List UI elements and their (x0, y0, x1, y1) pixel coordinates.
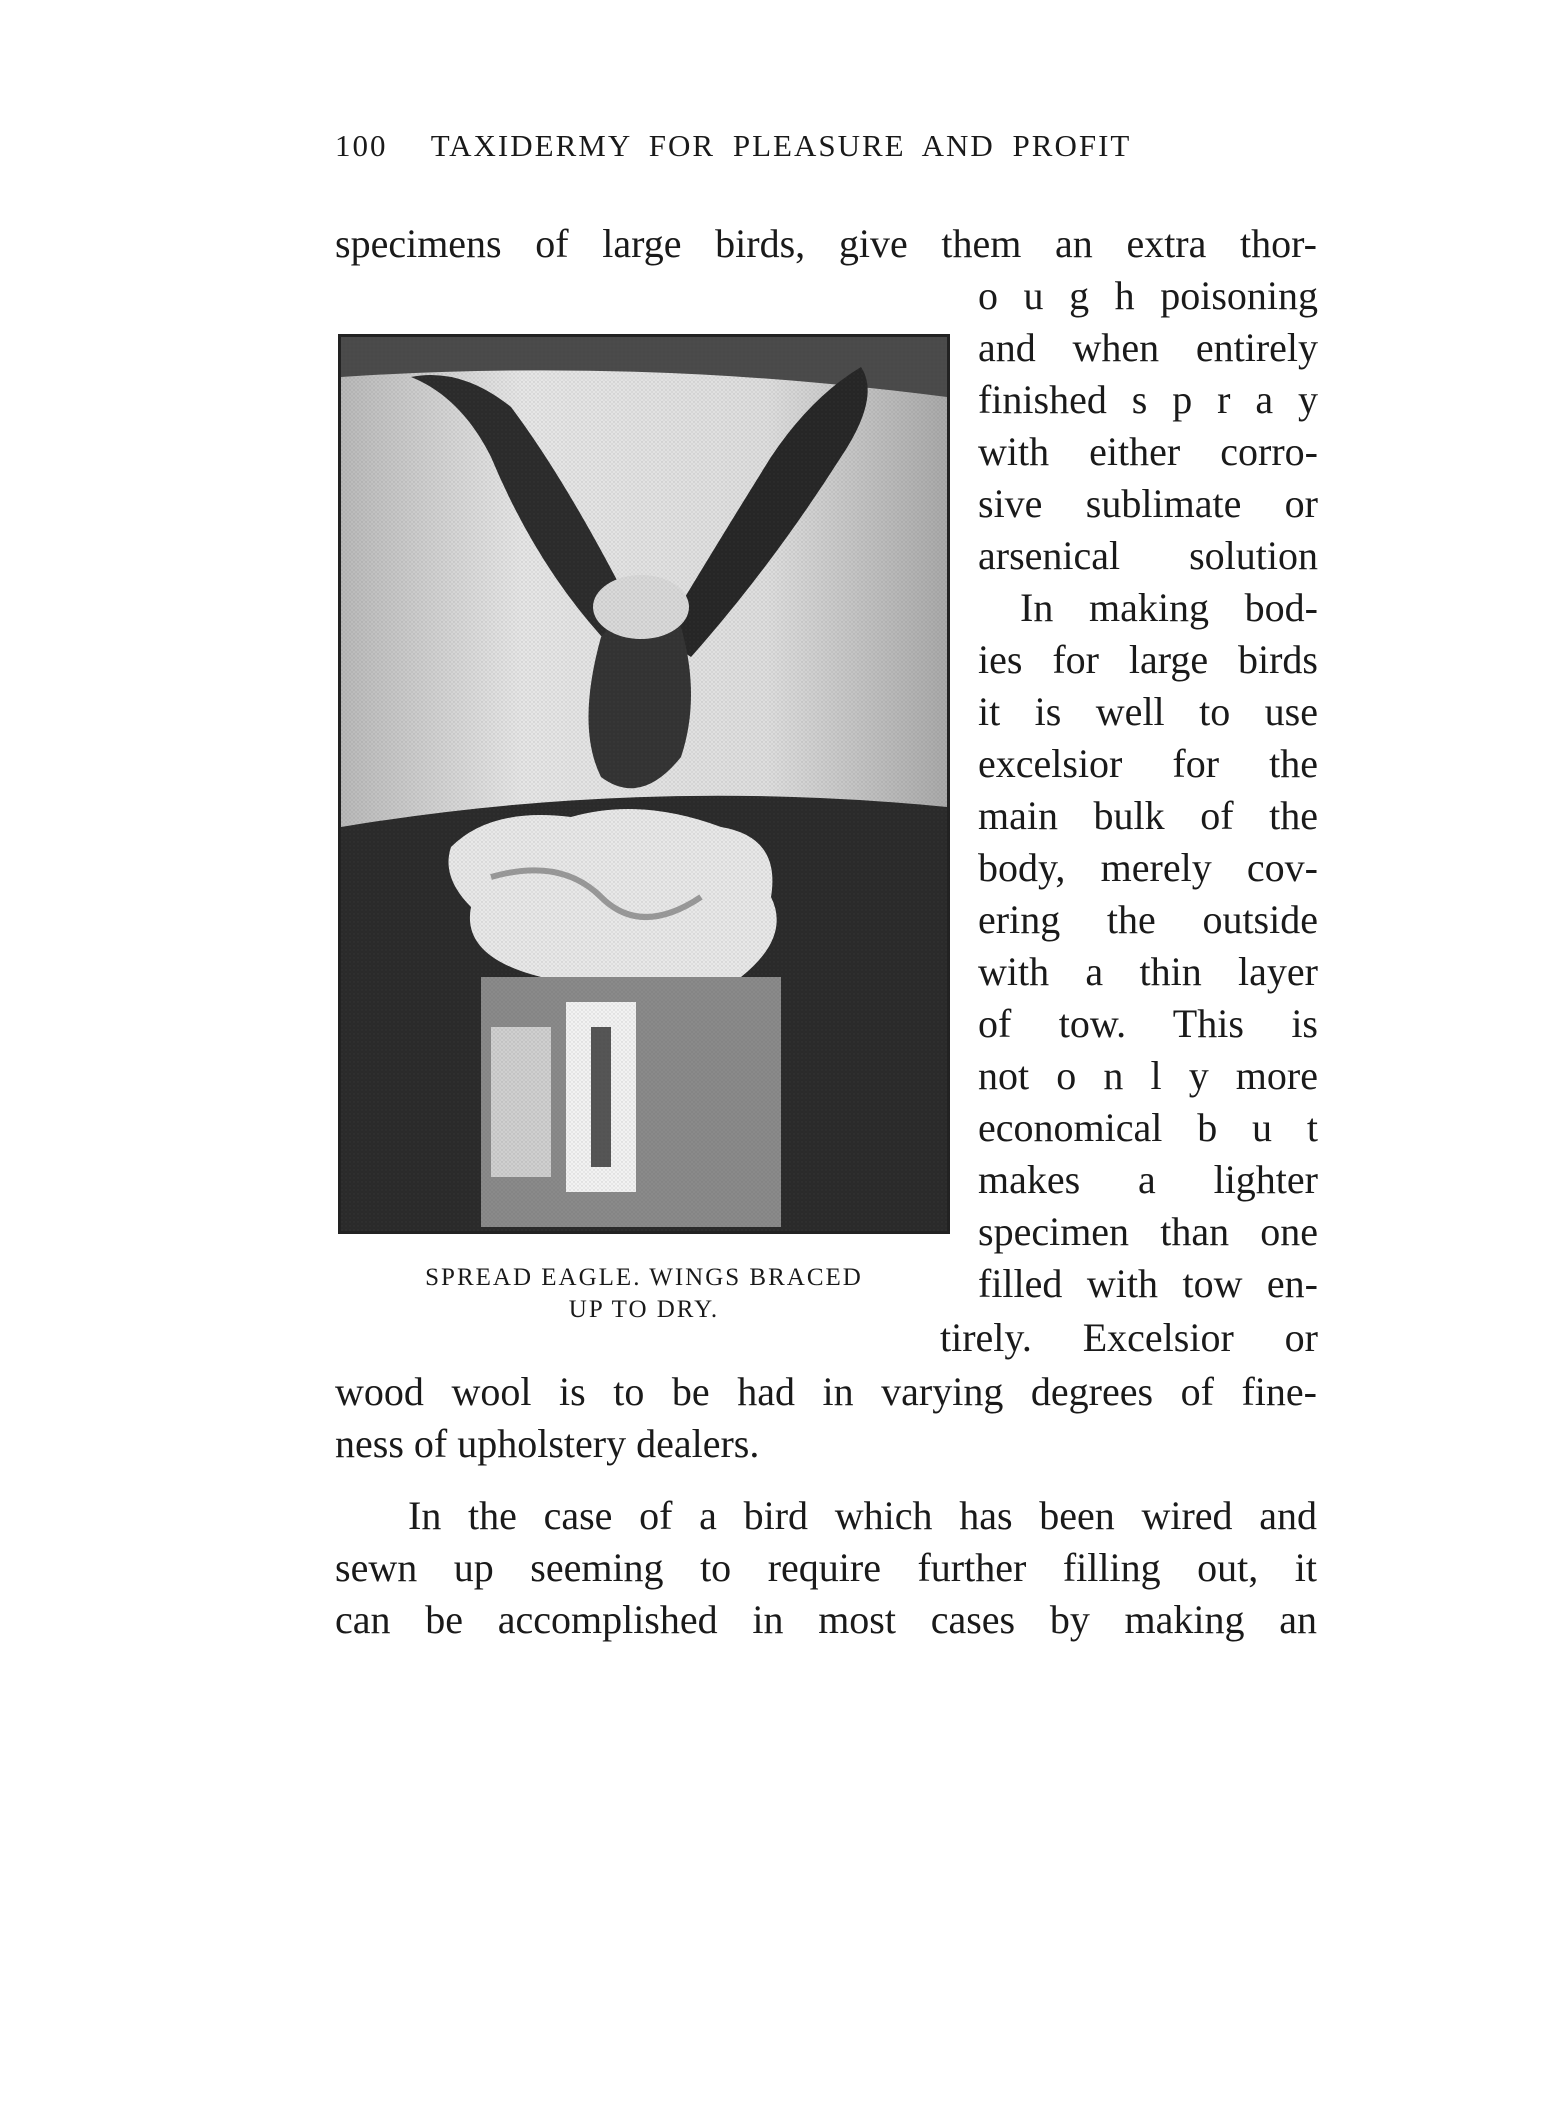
side-line: economical b u t (978, 1105, 1318, 1150)
side-line: ering the outside (978, 897, 1318, 942)
spread-eagle-photo (338, 334, 950, 1234)
figure-caption-line: UP TO DRY. (568, 1296, 720, 1323)
body-line: can be accomplished in most cases by making an (335, 1597, 1317, 1642)
body-line: sewn up seeming to require further filling out, it (335, 1545, 1317, 1590)
running-title: TAXIDERMY FOR PLEASURE AND PROFIT (430, 128, 1132, 163)
side-line: arsenical solution (978, 533, 1318, 578)
side-line: body, merely cov- (978, 845, 1318, 890)
side-line: specimen than one (978, 1209, 1318, 1254)
side-line: with a thin layer (978, 949, 1318, 994)
body-line: specimens of large birds, give them an extra thor- (335, 221, 1317, 266)
body-line: In the case of a bird which has been wired and (408, 1493, 1317, 1538)
side-line: filled with tow en- (978, 1261, 1318, 1306)
side-line: and when entirely (978, 325, 1318, 370)
side-line: sive sublimate or (978, 481, 1318, 526)
side-line: finished s p r a y (978, 377, 1318, 422)
side-line: excelsior for the (978, 741, 1318, 786)
figure-caption-line: SPREAD EAGLE. WINGS BRACED (425, 1264, 863, 1291)
side-line: with either corro- (978, 429, 1318, 474)
side-line: makes a lighter (978, 1157, 1318, 1202)
side-line: ies for large birds (978, 637, 1318, 682)
body-line: ness of upholstery dealers. (335, 1421, 760, 1466)
body-line: wood wool is to be had in varying degrees of fine- (335, 1369, 1317, 1414)
page-number: 100 (335, 128, 388, 163)
side-line: not o n l y more (978, 1053, 1318, 1098)
side-line: it is well to use (978, 689, 1318, 734)
running-head (335, 128, 1131, 164)
side-line: main bulk of the (978, 793, 1318, 838)
side-line: tirely. Excelsior or (940, 1315, 1318, 1360)
side-line: of tow. This is (978, 1001, 1318, 1046)
side-line: o u g h poisoning (978, 273, 1318, 318)
side-line: In making bod- (1020, 585, 1318, 630)
